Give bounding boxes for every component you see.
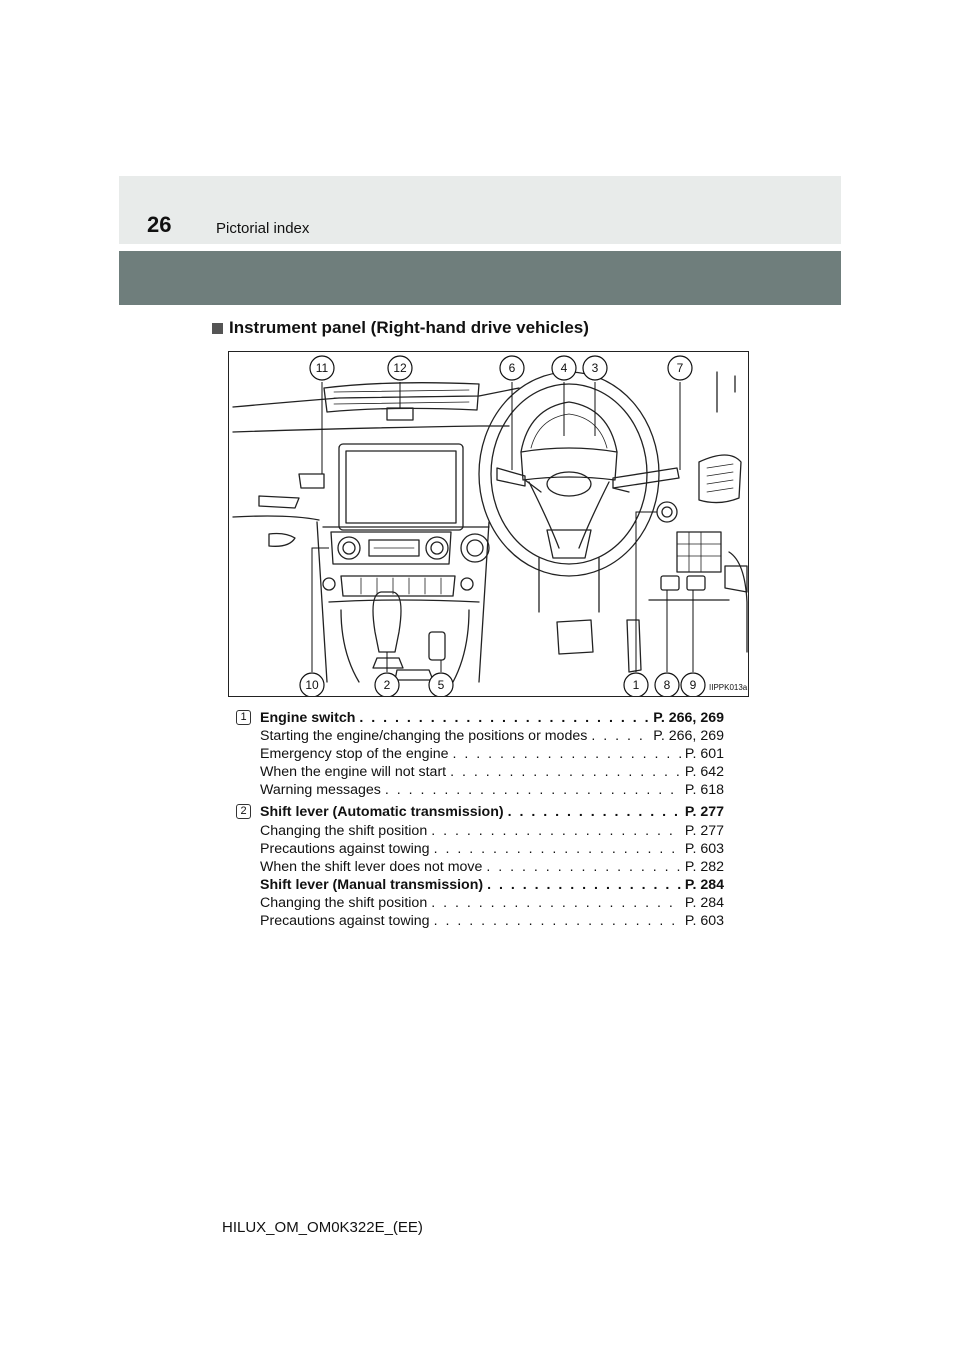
dot-leader <box>508 805 681 819</box>
callouts-top <box>310 356 692 380</box>
callout-9 <box>681 673 705 696</box>
svg-text:1: 1 <box>632 678 640 692</box>
callout-5 <box>429 673 453 696</box>
figure-code: IIPPK013a <box>709 683 748 692</box>
entry-label: Emergency stop of the engine <box>260 746 449 762</box>
entry-label: Shift lever (Manual transmission) <box>260 877 484 893</box>
dashboard-drawing <box>229 352 748 696</box>
page-reference[interactable]: P. 266, 269 <box>653 710 724 726</box>
callout-1 <box>624 673 648 696</box>
entry-label: Starting the engine/changing the positions or modes <box>260 728 588 744</box>
index-entry-2 <box>236 804 724 930</box>
entry-label: Changing the shift position <box>260 823 428 839</box>
entry-line[interactable] <box>260 860 724 874</box>
entry-line[interactable] <box>260 711 724 725</box>
dot-leader <box>434 914 681 928</box>
svg-text:4: 4 <box>560 361 568 375</box>
dot-leader <box>385 783 681 797</box>
entry-label: Shift lever (Automatic transmission) <box>260 804 504 820</box>
entry-label: Precautions against towing <box>260 913 430 929</box>
entry-number-badge: 2 <box>236 804 251 819</box>
svg-text:8: 8 <box>663 678 671 692</box>
page-reference[interactable]: P. 277 <box>684 823 724 839</box>
entry-line[interactable] <box>260 878 724 892</box>
page-reference[interactable]: P. 282 <box>684 859 724 875</box>
callout-3 <box>583 356 607 380</box>
entry-label: Changing the shift position <box>260 895 428 911</box>
entry-line[interactable] <box>260 914 724 928</box>
entry-number-badge: 1 <box>236 710 251 725</box>
callout-4 <box>552 356 576 380</box>
page-reference[interactable]: P. 601 <box>684 746 724 762</box>
entry-line[interactable] <box>260 896 724 910</box>
svg-text:10: 10 <box>305 678 319 692</box>
svg-text:7: 7 <box>676 361 684 375</box>
header-title-bar <box>119 251 841 305</box>
entry-line[interactable] <box>260 765 724 779</box>
entry-line[interactable] <box>260 783 724 797</box>
heading-text: Instrument panel (Right-hand drive vehicles) <box>229 318 589 337</box>
entry-line[interactable] <box>260 842 724 856</box>
page-reference[interactable]: P. 618 <box>684 782 724 798</box>
entry-label: When the engine will not start <box>260 764 447 780</box>
dot-leader <box>453 747 681 761</box>
svg-text:3: 3 <box>591 361 599 375</box>
dot-leader <box>591 729 649 743</box>
entry-label: Precautions against towing <box>260 841 430 857</box>
entry-line[interactable] <box>260 747 724 761</box>
svg-text:5: 5 <box>437 678 445 692</box>
callout-12 <box>388 356 412 380</box>
entry-line[interactable] <box>260 824 724 838</box>
callout-10 <box>300 673 324 696</box>
svg-text:2: 2 <box>383 678 391 692</box>
svg-text:11: 11 <box>315 361 329 375</box>
callout-7 <box>668 356 692 380</box>
dot-leader <box>486 860 680 874</box>
page-number: 26 <box>147 212 172 237</box>
callout-2 <box>375 673 399 696</box>
square-bullet-icon <box>212 323 223 334</box>
callout-11 <box>310 356 334 380</box>
dot-leader <box>359 711 649 725</box>
page-reference[interactable]: P. 642 <box>684 764 724 780</box>
callout-6 <box>500 356 524 380</box>
entry-line[interactable] <box>260 805 724 819</box>
dot-leader <box>450 765 681 779</box>
page-reference[interactable]: P. 284 <box>684 895 724 911</box>
dot-leader <box>434 842 681 856</box>
page-reference[interactable]: P. 266, 269 <box>653 728 724 744</box>
dot-leader <box>431 824 681 838</box>
page-reference[interactable]: P. 284 <box>684 877 724 893</box>
dot-leader <box>487 878 681 892</box>
callout-8 <box>655 673 679 696</box>
page-reference[interactable]: P. 277 <box>684 804 724 820</box>
dot-leader <box>431 896 681 910</box>
entry-label: When the shift lever does not move <box>260 859 483 875</box>
instrument-panel-illustration <box>228 351 749 697</box>
section-title: Pictorial index <box>216 220 310 237</box>
entry-line[interactable] <box>260 729 724 743</box>
svg-text:9: 9 <box>689 678 697 692</box>
page-reference[interactable]: P. 603 <box>684 913 724 929</box>
page-reference[interactable]: P. 603 <box>684 841 724 857</box>
section-heading <box>212 318 589 338</box>
callouts-bottom <box>300 673 705 696</box>
document-footer: HILUX_OM_OM0K322E_(EE) <box>222 1219 423 1236</box>
svg-text:6: 6 <box>508 361 516 375</box>
entry-label: Warning messages <box>260 782 381 798</box>
entry-label: Engine switch <box>260 710 356 726</box>
index-entry-1 <box>236 710 724 800</box>
svg-text:12: 12 <box>393 361 407 375</box>
